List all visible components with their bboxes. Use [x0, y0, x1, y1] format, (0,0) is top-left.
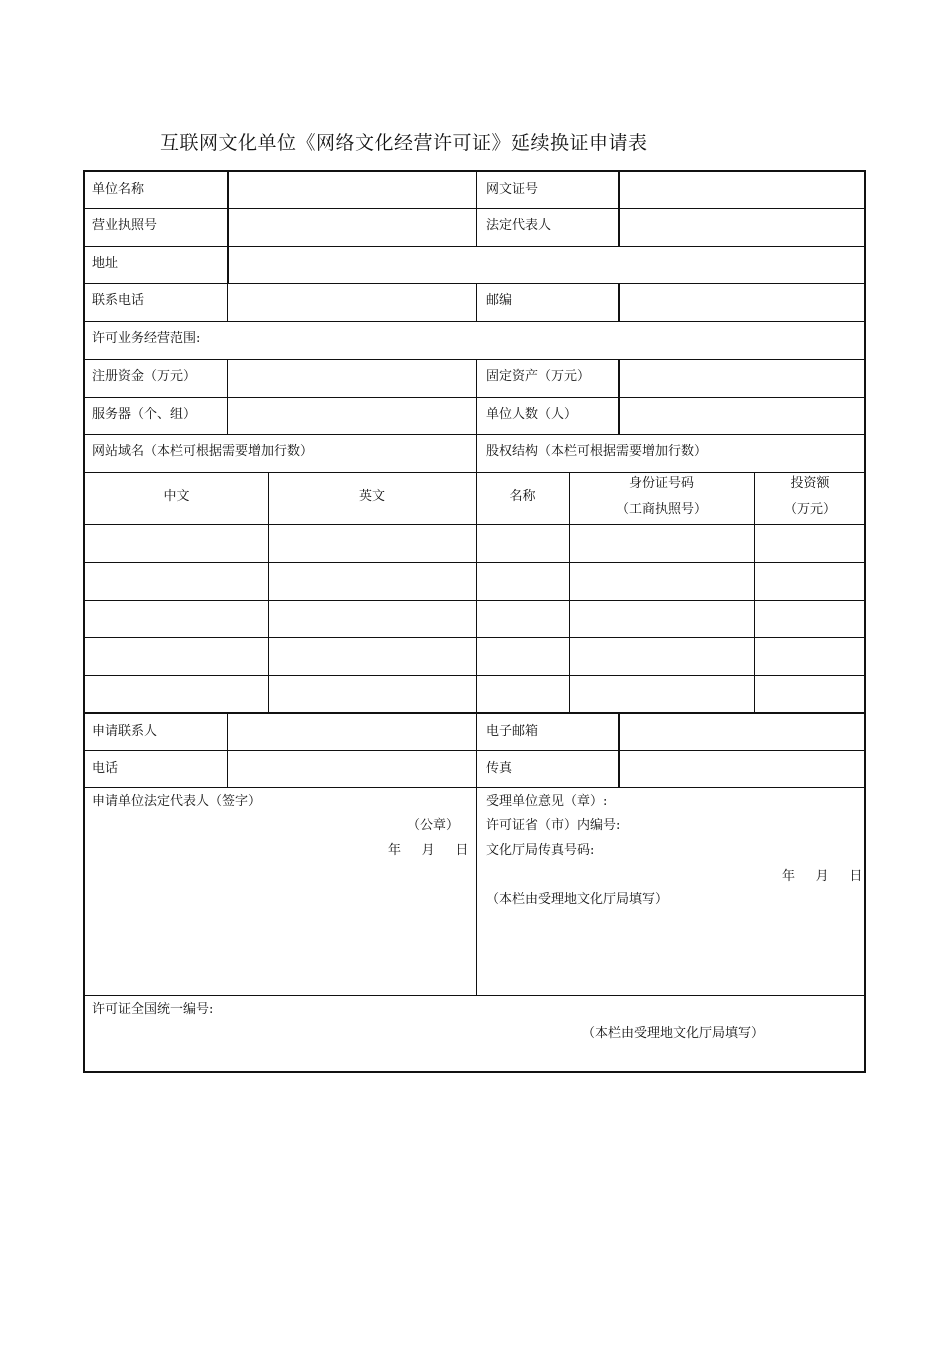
col-divider	[476, 472, 477, 712]
header-id-no-sub: （工商执照号）	[615, 502, 707, 517]
label-domain-names: 网站域名（本栏可根据需要增加行数）	[92, 444, 314, 459]
form-title: 互联网文化单位《网络文化经营许可证》延续换证申请表	[160, 132, 648, 154]
application-form	[83, 170, 866, 1073]
header-investment-sub: （万元）	[783, 502, 836, 517]
col-divider	[476, 434, 477, 472]
col-divider	[476, 172, 477, 246]
label-business-scope: 许可业务经营范围:	[92, 331, 201, 346]
header-id-no: 身份证号码	[628, 476, 694, 491]
official-seal-text: （公章）	[407, 818, 460, 833]
col-divider	[268, 472, 269, 712]
label-address: 地址	[92, 256, 119, 271]
label-unit-name: 单位名称	[92, 182, 145, 197]
label-email: 电子邮箱	[486, 724, 539, 739]
col-divider	[618, 712, 620, 787]
label-acceptance-opinion: 受理单位意见（章）:	[486, 794, 608, 809]
label-staff-count: 单位人数（人）	[486, 407, 578, 422]
label-national-no: 许可证全国统一编号:	[92, 1002, 214, 1017]
col-divider	[227, 712, 228, 787]
label-dept-fax-no: 文化厅局传真号码:	[486, 843, 595, 858]
header-english: 英文	[358, 489, 385, 504]
header-chinese: 中文	[163, 489, 190, 504]
label-applicant-signature: 申请单位法定代表人（签字）	[92, 794, 262, 809]
label-equity-structure: 股权结构（本栏可根据需要增加行数）	[486, 444, 708, 459]
filled-by-note: （本栏由受理地文化厅局填写）	[486, 892, 669, 907]
label-fax: 传真	[486, 761, 513, 776]
col-divider	[476, 787, 477, 995]
label-fixed-assets: 固定资产（万元）	[486, 369, 591, 384]
date-right: 年 月 日	[782, 869, 863, 884]
label-tel: 电话	[92, 761, 119, 776]
label-postcode: 邮编	[486, 293, 513, 308]
label-legal-rep: 法定代表人	[486, 218, 552, 233]
label-phone: 联系电话	[92, 293, 145, 308]
label-business-license-no: 营业执照号	[92, 218, 158, 233]
col-divider	[618, 359, 620, 434]
header-investment: 投资额	[790, 476, 830, 491]
label-license-no: 网文证号	[486, 182, 539, 197]
row-divider	[85, 995, 866, 996]
header-name: 名称	[509, 489, 536, 504]
label-applicant-contact: 申请联系人	[92, 724, 158, 739]
label-registered-capital: 注册资金（万元）	[92, 369, 197, 384]
col-divider	[618, 172, 620, 246]
date-left: 年 月 日	[388, 843, 469, 858]
col-divider	[227, 283, 228, 321]
row-divider	[85, 321, 866, 322]
filled-by-note-2: （本栏由受理地文化厅局填写）	[582, 1026, 765, 1041]
label-servers: 服务器（个、组）	[92, 407, 197, 422]
col-divider	[227, 172, 229, 283]
label-provincial-no: 许可证省（市）内编号:	[486, 818, 621, 833]
col-divider	[476, 283, 477, 321]
col-divider	[476, 712, 477, 787]
col-divider	[476, 359, 477, 434]
row-divider	[85, 246, 866, 247]
col-divider	[618, 283, 620, 321]
col-divider	[227, 359, 228, 434]
